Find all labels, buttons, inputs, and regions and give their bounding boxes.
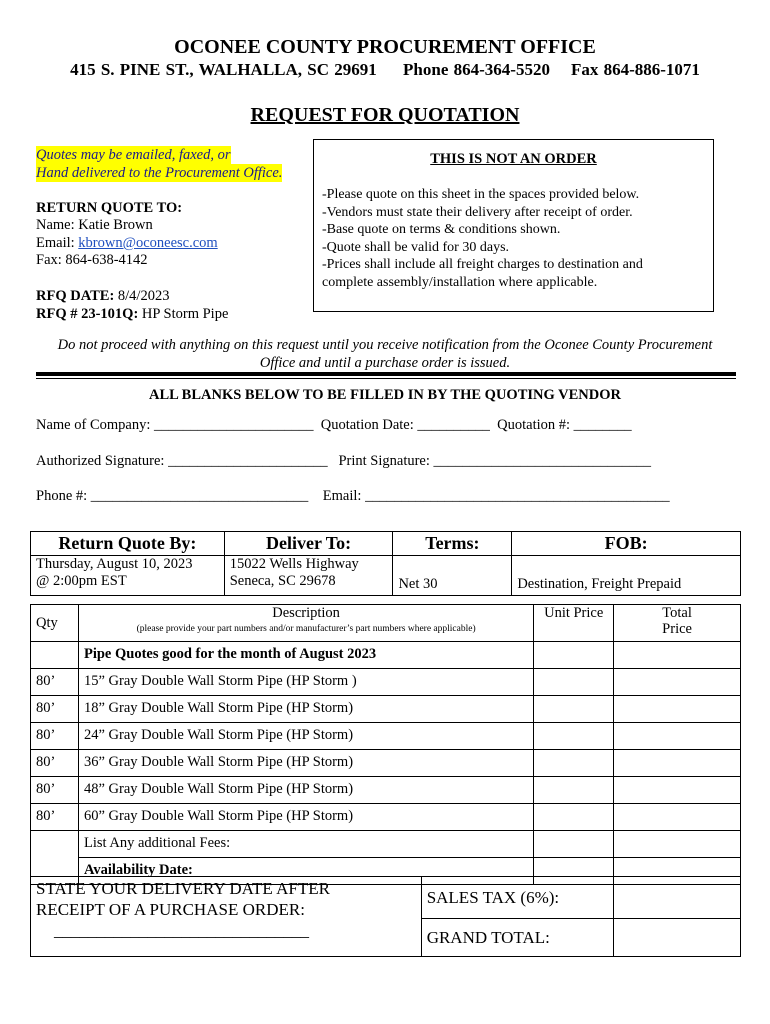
return-by-date: Thursday, August 10, 2023 xyxy=(36,556,193,572)
delivery-date-line-2: RECEIPT OF A PURCHASE ORDER: xyxy=(36,900,305,919)
description-header-text: Description xyxy=(272,605,340,621)
total-price-cell[interactable] xyxy=(614,750,741,777)
deliver-to-value xyxy=(224,556,393,596)
unit-price-cell[interactable] xyxy=(534,831,614,858)
description-cell: 18” Gray Double Wall Storm Pipe (HP Storm) xyxy=(78,696,533,723)
phone-field[interactable]: Phone #: ______________________________ xyxy=(36,488,309,504)
rfq-date-value: 8/4/2023 xyxy=(114,288,170,304)
qty-cell: 80’ xyxy=(31,777,79,804)
unit-price-cell[interactable] xyxy=(534,723,614,750)
fob-text: Destination, Freight Prepaid xyxy=(517,576,682,592)
rfq-number-label: RFQ # 23-101Q: xyxy=(36,306,139,322)
instruction-line: complete assembly/installation where applicable. xyxy=(322,274,598,290)
delivery-note-line-2: Hand delivered to the Procurement Office. xyxy=(36,165,283,181)
office-fax: Fax 864-886-1071 xyxy=(570,60,700,79)
office-contact-line xyxy=(0,60,770,80)
unit-price-cell[interactable] xyxy=(534,804,614,831)
terms-table xyxy=(30,531,741,596)
items-table xyxy=(30,604,741,885)
table-row xyxy=(31,669,741,696)
company-name-field[interactable]: Name of Company: ______________________ xyxy=(36,417,314,433)
quotation-number-field[interactable]: Quotation #: ________ xyxy=(497,417,632,433)
divider-thin xyxy=(36,378,736,379)
total-price-cell[interactable] xyxy=(614,669,741,696)
email-field[interactable]: Email: __________________________________________ xyxy=(322,488,670,504)
qty-cell: 80’ xyxy=(31,804,79,831)
return-quote-fax: Fax: 864-638-4142 xyxy=(36,252,148,268)
unit-price-header xyxy=(534,605,614,642)
deliver-city: Seneca, SC 29678 xyxy=(229,573,336,589)
qty-cell: 80’ xyxy=(31,723,79,750)
quotation-date-field[interactable]: Quotation Date: __________ xyxy=(320,417,490,433)
delivery-date-blank[interactable]: ______________________________ xyxy=(54,921,309,940)
print-signature-field[interactable]: Print Signature: ______________________________ xyxy=(338,453,652,469)
rfq-date-label: RFQ DATE: xyxy=(36,288,115,304)
delivery-note-line-1: Quotes may be emailed, faxed, or xyxy=(36,147,231,163)
section-title: Pipe Quotes good for the month of August 2023 xyxy=(78,642,533,669)
description-cell: 24” Gray Double Wall Storm Pipe (HP Storm) xyxy=(78,723,533,750)
unit-price-cell[interactable] xyxy=(534,777,614,804)
return-quote-heading: RETURN QUOTE TO: xyxy=(36,200,183,216)
description-cell: 15” Gray Double Wall Storm Pipe (HP Storm ) xyxy=(78,669,533,696)
return-by-value xyxy=(31,556,225,596)
table-row xyxy=(31,777,741,804)
instruction-line: -Quote shall be valid for 30 days. xyxy=(322,239,510,255)
total-price-header xyxy=(614,605,741,642)
grand-total-value[interactable] xyxy=(614,919,741,957)
unit-price-header-text: Unit Price xyxy=(544,605,604,621)
description-header-note: (please provide your part numbers and/or manufacturer’s part numbers where applicable) xyxy=(136,624,476,634)
vendor-line-2 xyxy=(36,453,651,470)
total-price-cell[interactable] xyxy=(614,777,741,804)
office-title: OCONEE COUNTY PROCUREMENT OFFICE xyxy=(174,36,596,58)
description-cell: 48” Gray Double Wall Storm Pipe (HP Storm) xyxy=(78,777,533,804)
return-quote-email-row xyxy=(36,235,218,252)
rfq-date-row xyxy=(36,288,169,305)
vendor-line-3 xyxy=(36,488,670,505)
fees-label[interactable]: List Any additional Fees: xyxy=(78,831,533,858)
table-row xyxy=(31,804,741,831)
vendor-line-1 xyxy=(36,417,632,434)
office-address: 415 S. PINE ST., WALHALLA, SC 29691 xyxy=(70,60,377,79)
qty-header xyxy=(31,605,79,642)
section-row xyxy=(31,642,741,669)
deliver-street: 15022 Wells Highway xyxy=(229,556,359,572)
instruction-line: -Prices shall include all freight charges to destination and xyxy=(322,257,643,273)
fob-header: FOB: xyxy=(512,532,741,556)
instruction-line: -Base quote on terms & conditions shown. xyxy=(322,222,561,238)
office-phone: Phone 864-364-5520 xyxy=(403,60,550,79)
instruction-line: -Please quote on this sheet in the spaces provided below. xyxy=(322,187,640,202)
total-header-line-2: Price xyxy=(662,621,692,637)
authorized-signature-field[interactable]: Authorized Signature: ______________________ xyxy=(36,453,328,469)
terms-value xyxy=(393,556,512,596)
divider-thick xyxy=(36,372,736,376)
total-price-cell[interactable] xyxy=(614,723,741,750)
unit-price-cell[interactable] xyxy=(534,750,614,777)
email-label: Email: xyxy=(36,235,79,251)
table-row xyxy=(31,723,741,750)
delivery-date-block[interactable] xyxy=(31,877,422,957)
fob-value xyxy=(512,556,741,596)
unit-price-cell[interactable] xyxy=(534,696,614,723)
sales-tax-value[interactable] xyxy=(614,877,741,919)
total-price-cell[interactable] xyxy=(614,696,741,723)
not-an-order-box xyxy=(313,139,714,312)
not-an-order-title: THIS IS NOT AN ORDER xyxy=(430,151,597,167)
description-header xyxy=(78,605,533,642)
qty-cell: 80’ xyxy=(31,750,79,777)
delivery-date-line-1: STATE YOUR DELIVERY DATE AFTER xyxy=(36,879,330,898)
return-quote-name: Name: Katie Brown xyxy=(36,217,153,233)
qty-cell: 80’ xyxy=(31,696,79,723)
totals-table xyxy=(30,876,741,957)
rfq-number-value: HP Storm Pipe xyxy=(138,306,229,322)
unit-price-cell[interactable] xyxy=(534,642,614,669)
email-link[interactable]: kbrown@oconeesc.com xyxy=(78,235,218,251)
qty-cell: 80’ xyxy=(31,669,79,696)
description-cell: 60” Gray Double Wall Storm Pipe (HP Storm) xyxy=(78,804,533,831)
total-price-cell[interactable] xyxy=(614,831,741,858)
table-row xyxy=(31,696,741,723)
qty-cell xyxy=(31,831,79,858)
table-row xyxy=(31,750,741,777)
document-title: REQUEST FOR QUOTATION xyxy=(250,104,520,126)
deliver-to-header: Deliver To: xyxy=(224,532,393,556)
grand-total-label: GRAND TOTAL: xyxy=(421,919,614,957)
instructions-list xyxy=(322,186,643,292)
do-not-proceed-line-1: Do not proceed with anything on this request until you receive notification from the Oconee County Procurement xyxy=(57,337,713,353)
qty-header-text: Qty xyxy=(36,615,58,631)
availability-label[interactable]: Availability Date: xyxy=(78,858,533,885)
total-price-cell[interactable] xyxy=(614,804,741,831)
terms-text: Net 30 xyxy=(398,576,438,592)
total-header-line-1: Total xyxy=(662,605,692,621)
do-not-proceed-line-2: Office and until a purchase order is issued. xyxy=(259,355,511,371)
instruction-line: -Vendors must state their delivery after receipt of order. xyxy=(322,204,633,220)
rfq-number-row xyxy=(36,306,228,323)
sales-tax-label: SALES TAX (6%): xyxy=(421,877,614,919)
return-by-time: @ 2:00pm EST xyxy=(36,573,127,589)
total-price-cell[interactable] xyxy=(614,642,741,669)
do-not-proceed-notice xyxy=(30,336,740,372)
terms-header: Terms: xyxy=(393,532,512,556)
vendor-section-title: ALL BLANKS BELOW TO BE FILLED IN BY THE QUOTING VENDOR xyxy=(149,387,621,403)
qty-cell xyxy=(31,642,79,669)
description-cell: 36” Gray Double Wall Storm Pipe (HP Storm) xyxy=(78,750,533,777)
return-by-header: Return Quote By: xyxy=(31,532,225,556)
unit-price-cell[interactable] xyxy=(534,669,614,696)
fees-row xyxy=(31,831,741,858)
